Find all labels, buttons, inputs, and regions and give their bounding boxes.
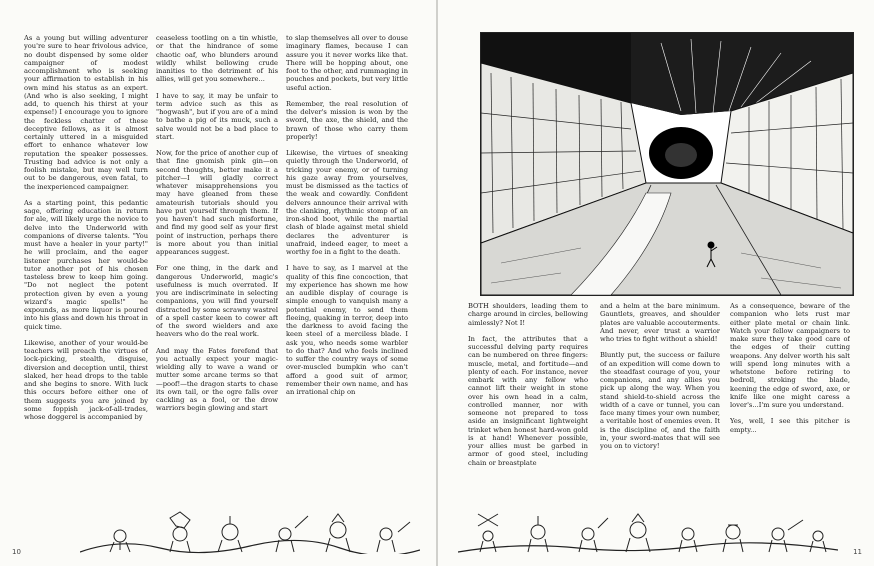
paragraph: As a young but willing adventurer you're sure to hear frivolous advice, no doubt dispensed by some older campaigner of modest accomplishment who is seeking your affirmation to establish in his own mind his status as an expert. (And who is also seeking, I might add, to quench his thirst at your expense!) I encourage you to ignore the feckless chatter of these deceptive fellows, as it is almost certainly uttered in a misguided effort to enhance whatever low reputation the speaker possesses. Trusting bad advice is not only a foolish mistake, but may well turn out to be dangerous, even fatal, to the inexperienced campaigner. [24, 34, 148, 191]
page-number: 10 [12, 548, 21, 556]
paragraph: As a starting point, this pedantic sage, offering education in return for ale, will likely urge the novice to delve into the Underworld with companions of diverse talents. "You must have a healer in your party!" he will proclaim, and the eager listener purchases her would-be tutor another pot of his chosen tasteless brew to keep him going. "Do not neglect the potent protection given by even a young wizard's magic spells!" he expounds, as more liquor is poured into his glass and down his throat in quick time. [24, 198, 148, 331]
paragraph: I have to say, it may be unfair to term advice such as this as "hogwash", but if you are of a mind to bathe a pig of its muck, such a salve would not be a bad place to start. [156, 91, 278, 141]
left-page [0, 0, 436, 566]
paragraph: and a helm at the bare minimum. Gauntlets, greaves, and shoulder plates are valuable accouterments. And never, ever trust a warrior who tries to fight without a shield! [600, 302, 720, 343]
paragraph: As a consequence, beware of the companion who lets rust mar either plate metal or chain link. Watch your fellow campaigners to make sure they take good care of the edges of their cutting weapons. Any delver worth his salt will spend long minutes with a whetstone before retiring to bedroll, stroking the blade, keening the edge of sword, axe, or knife like one might caress a lover's...I'm sure you understand. [730, 302, 850, 409]
paragraph: Now, for the price of another cup of that fine gnomish pink gin—on second thoughts, better make it a pitcher—I will gladly correct whatever misapprehensions you may have gleaned from these amateurish tutorials should you have put yourself through them. If you haven't had such misfortune, and find my good self as your first point of instruction, perhaps there is more about you than initial appearances suggest. [156, 149, 278, 256]
page-number: 11 [853, 548, 862, 556]
paragraph: to slap themselves all over to douse imaginary flames, because I can assure you it never works like that. There will be hopping about, one foot to the other, and rummaging in pouches and pockets, but very little useful action. [286, 34, 408, 92]
right-page [438, 0, 874, 566]
paragraph: Bluntly put, the success or failure of an expedition will come down to the steadfast courage of you, your companions, and any allies you pick up along the way. When you stand shield-to-shield across the width of a cave or tunnel, you can face many times your own number, a veritable host of enemies even. It is the discipline of, and the faith in, your sword-mates that will see you on to victory! [600, 351, 720, 450]
footer-illustration-left [80, 508, 420, 554]
paragraph: Likewise, the virtues of sneaking quietly through the Underworld, of tricking your enemy, or of turning his gaze away from yourselves, must be dismissed as the tactics of the weak and cowardly. Confident delvers announce their arrival with the clanking, rhythmic stomp of an iron-shod boot, while the martial clash of blade against metal shield declares the adventurer is unafraid, indeed eager, to meet a worthy foe in a fight to the death. [286, 149, 408, 256]
right-column-3 [730, 302, 850, 514]
right-column-2 [600, 302, 720, 514]
paragraph: Likewise, another of your would-be teachers will preach the virtues of lock-picking, stealth, disguise, diversion and deception until, thirst slaked, her head drops to the table and she begins to snore. With luck this occurs before either one of them suggests you are joined by some foppish jack-of-all-trades, whose doggerel is accompanied by [24, 338, 148, 421]
footer-illustration-right [458, 508, 838, 554]
paragraph: In fact, the attributes that a successful delving party requires can be numbered on three fingers: muscle, metal, and fortitude—and plenty of each. For instance, never embark with any fellow who cannot lift their weight in stone over his own head in a calm, controlled manner, nor with someone not prepared to toss aside an insignificant lightweight trinket when honest hard-won gold is at hand! Whenever possible, your allies must be garbed in armor of good steel, including chain or breastplate [468, 334, 588, 467]
left-column-1 [24, 34, 148, 512]
paragraph: And may the Fates forefend that you actually expect your magic-wielding ally to wave a wand or mutter some arcane terms so that—poof!—the dragon starts to chase its own tail, or the ogre falls over cackling as a fool, or the drow warriors begin glowing and start [156, 346, 278, 413]
paragraph: Remember, the real resolution of the delver's mission is won by the sword, the axe, the shield, and the brawn of those who carry them properly! [286, 99, 408, 141]
paragraph: For one thing, in the dark and dangerous Underworld, magic's usefulness is much overrated. If you are indiscriminate in selecting companions, you will find yourself distracted by some scrawny wastrel of a spell caster keen to cower aft of the sword wielders and axe heavers who do the real work. [156, 264, 278, 339]
left-column-2 [156, 34, 278, 512]
paragraph: I have to say, as I marvel at the quality of this fine concoction, that my experience has shown me how an audible display of courage is simple enough to vanquish many a potential enemy, to send them fleeing, quaking in terror, deep into the darkness to avoid facing the keen steel of a merciless blade. I ask you, who needs some warbler to do that? And who feels inclined to suffer the country ways of some over-muscled bumpkin who can't afford a good suit of armor, remember their own name, and has an irrational chip on [286, 264, 408, 396]
left-column-3 [286, 34, 408, 512]
paragraph: BOTH shoulders, leading them to charge around in circles, bellowing aimlessly? Not I! [468, 302, 588, 327]
right-column-1 [468, 302, 588, 514]
paragraph: ceaseless tootling on a tin whistle, or that the hindrance of some chaotic oaf, who blunders around wildly whilst bellowing crude inanities to the detriment of his allies, will get you somewhere... [156, 34, 278, 84]
paragraph: Yes, well, I see this pitcher is empty... [730, 417, 850, 434]
tunnel-illustration [480, 32, 854, 296]
